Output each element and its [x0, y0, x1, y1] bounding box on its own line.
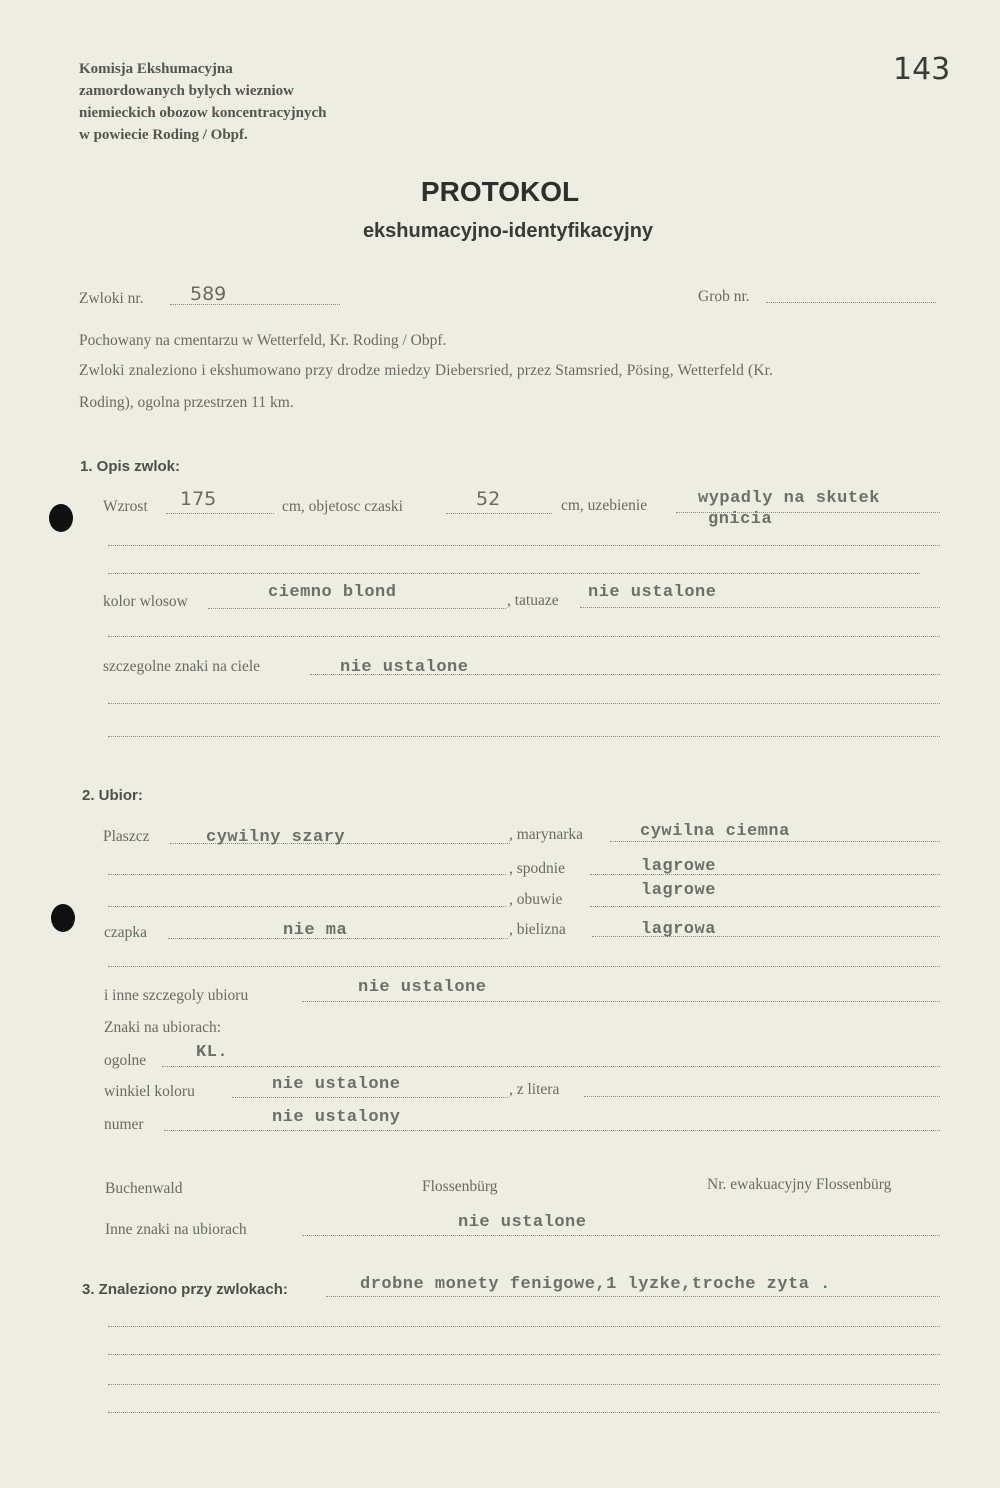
- spodnie-value: lagrowe: [641, 857, 716, 876]
- intro-line-3: Roding), ogolna przestrzen 11 km.: [79, 394, 294, 411]
- ogolne-value: KL.: [196, 1043, 229, 1062]
- marynarka-label: , marynarka: [509, 826, 584, 843]
- tatuaze-label: , tatuaze: [507, 592, 559, 609]
- buchenwald-label: Buchenwald: [105, 1180, 183, 1197]
- inne-szczegoly-label: i inne szczegoly ubioru: [104, 987, 249, 1004]
- section-1-heading: 1. Opis zwlok:: [80, 458, 181, 475]
- zwloki-label: Zwloki nr.: [79, 290, 144, 307]
- litera-label: , z litera: [509, 1081, 560, 1098]
- bielizna-value: lagrowa: [641, 920, 716, 939]
- znaki-value: nie ustalone: [340, 658, 469, 677]
- page-number: 143: [893, 52, 951, 87]
- punch-hole-top: [49, 504, 73, 532]
- section-2-heading: 2. Ubior:: [82, 787, 143, 804]
- marynarka-value: cywilna ciemna: [640, 822, 790, 841]
- wlosy-value: ciemno blond: [268, 583, 397, 602]
- section-3-heading: 3. Znaleziono przy zwlokach:: [82, 1281, 288, 1298]
- wlosy-label: kolor wlosow: [103, 593, 188, 610]
- zwloki-value: 589: [190, 283, 227, 305]
- cm-objetosc-label: cm, objetosc czaski: [282, 498, 403, 515]
- spodnie-label: , spodnie: [509, 860, 565, 877]
- ogolne-label: ogolne: [104, 1052, 147, 1069]
- ewakuacyjny-label: Nr. ewakuacyjny Flossenbürg: [707, 1176, 892, 1193]
- inne-znaki-label: Inne znaki na ubiorach: [105, 1221, 247, 1238]
- znaki-label: szczegolne znaki na ciele: [103, 658, 261, 675]
- plaszcz-label: Plaszcz: [103, 828, 150, 845]
- winkiel-label: winkiel koloru: [104, 1083, 195, 1100]
- document-title: PROTOKOL: [420, 176, 580, 207]
- bielizna-label: , bielizna: [509, 921, 566, 938]
- numer-label: numer: [104, 1116, 144, 1133]
- znaki-ubiorach-heading: Znaki na ubiorach:: [104, 1019, 222, 1036]
- czapka-label: czapka: [104, 924, 148, 941]
- commission-line-4: w powiecie Roding / Obpf.: [79, 127, 248, 143]
- punch-hole-bottom: [51, 904, 75, 932]
- commission-line-1: Komisja Ekshumacyjna: [79, 61, 233, 77]
- wzrost-label: Wzrost: [103, 498, 148, 515]
- uzebienie-value-1: wypadly na skutek: [698, 489, 880, 508]
- winkiel-value: nie ustalone: [272, 1075, 401, 1094]
- wzrost-value: 175: [180, 488, 217, 510]
- inne-szczegoly-value: nie ustalone: [358, 978, 487, 997]
- plaszcz-value: cywilny szary: [206, 828, 346, 847]
- obuwie-label: , obuwie: [509, 891, 563, 908]
- numer-value: nie ustalony: [272, 1108, 401, 1127]
- commission-line-3: niemieckich obozow koncentracyjnych: [79, 105, 327, 121]
- commission-line-2: zamordowanych bylych wiezniow: [79, 83, 294, 99]
- obuwie-value: lagrowe: [641, 881, 716, 900]
- czaszka-value: 52: [476, 488, 501, 510]
- intro-line-1: Pochowany na cmentarzu w Wetterfeld, Kr. Roding / Obpf.: [79, 332, 447, 349]
- inne-znaki-value: nie ustalone: [458, 1213, 587, 1232]
- section-3-value: drobne monety fenigowe,1 lyzke,troche zyta .: [360, 1275, 831, 1294]
- czapka-value: nie ma: [283, 921, 348, 940]
- intro-line-2: Zwloki znaleziono i ekshumowano przy drodze miedzy Diebersried, przez Stamsried, Pösing, Wetterfeld (Kr.: [79, 362, 774, 379]
- tatuaze-value: nie ustalone: [588, 583, 717, 602]
- uzebienie-value-2: gnicia: [708, 510, 773, 529]
- grob-label: Grob nr.: [698, 288, 750, 305]
- cm-uzebienie-label: cm, uzebienie: [561, 497, 648, 514]
- document-subtitle: ekshumacyjno-identyfikacyjny: [362, 220, 654, 242]
- flossenburg-label: Flossenbürg: [422, 1178, 498, 1195]
